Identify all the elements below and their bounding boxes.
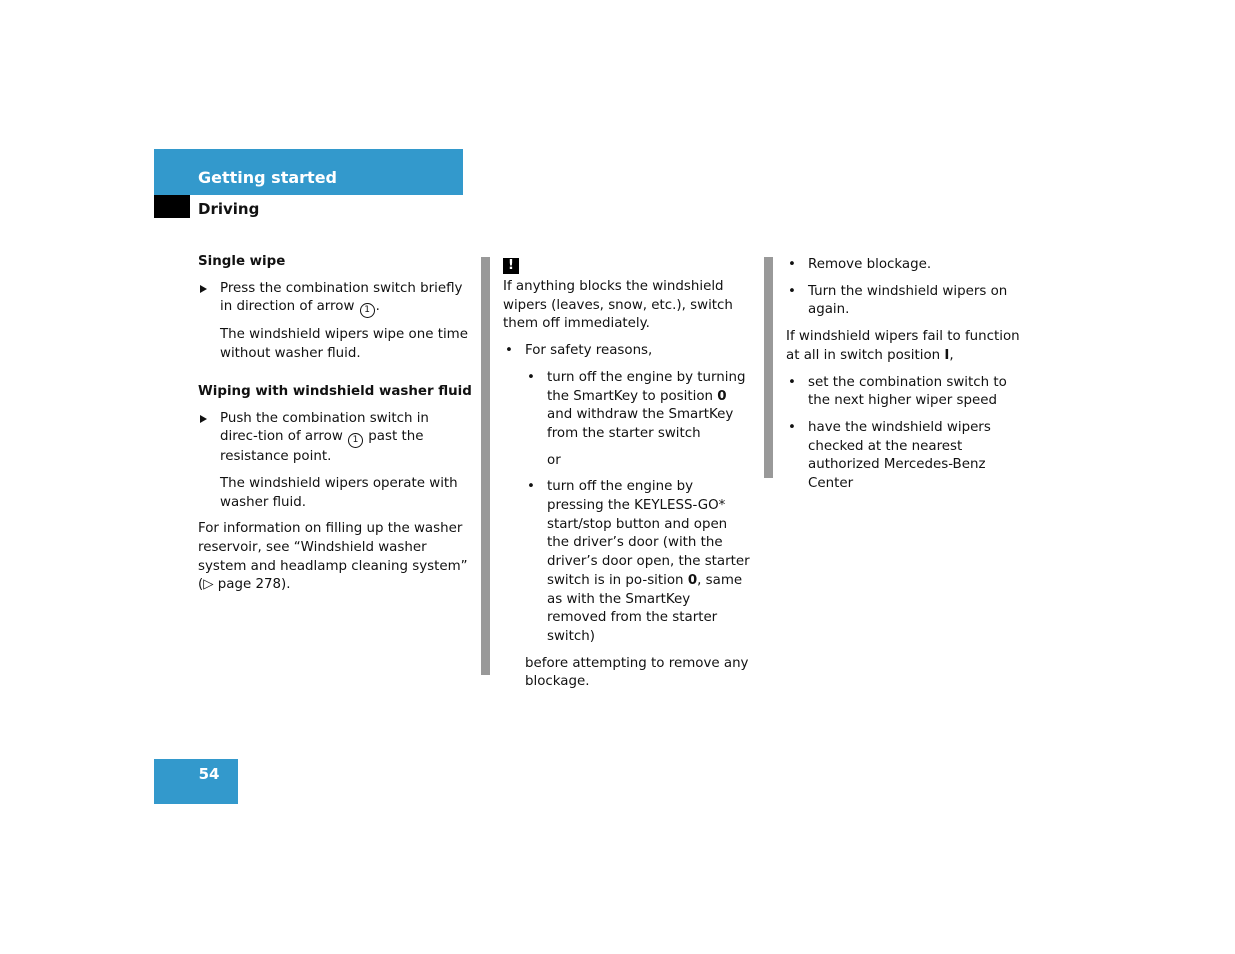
- bullet-icon: •: [788, 283, 796, 299]
- page-reference: (▷ page 278).: [198, 577, 291, 593]
- step-text-end: past the resistance point.: [220, 429, 424, 465]
- single-wipe-heading: Single wipe: [198, 254, 286, 269]
- washer-result: The windshield wipers operate with washer fluid.: [220, 475, 458, 510]
- warning-bar-continued: [764, 257, 773, 478]
- left-column: [198, 253, 472, 603]
- position-value: 0: [687, 572, 698, 588]
- bullet-icon: •: [788, 419, 796, 435]
- step-arrow-icon: [200, 285, 207, 293]
- bullet-icon: •: [505, 343, 513, 359]
- middle-column: [503, 257, 753, 700]
- fail-text: [786, 328, 1031, 365]
- remove-blockage-bullet: [786, 256, 1031, 275]
- safety-sub-bullet-2: [525, 478, 753, 646]
- bullet-text: set the combination switch to the next higher wiper speed: [808, 374, 1007, 409]
- arrow-number-icon: 1: [348, 433, 363, 448]
- fail-text-start: If windshield wipers fail to function at all in switch position: [786, 329, 1020, 363]
- bullet-icon: •: [788, 374, 796, 390]
- before-text: before attempting to remove any blockage.: [525, 655, 749, 690]
- safety-text: For safety reasons,: [525, 343, 653, 359]
- warning-text: If anything blocks the windshield wipers (leaves, snow, etc.), switch them off immediately.: [503, 279, 733, 332]
- washer-heading: Wiping with windshield washer fluid: [198, 383, 472, 399]
- sub-bullet-text: turn off the engine by pressing the KEYLESS-GO* start/stop button and open the driver’s door (with the driver’s door open, the starter switch is in po-sition: [547, 479, 750, 588]
- washer-info-text: For information on filling up the washer reservoir, see “Windshield washer system and headlamp cleaning system”: [198, 521, 468, 574]
- bullet-text: Turn the windshield wipers on again.: [808, 283, 1008, 318]
- safety-bullet: [503, 342, 753, 361]
- safety-sub-bullet-1: [525, 369, 753, 444]
- bullet-icon: •: [527, 479, 535, 495]
- page-number-box: [154, 759, 238, 804]
- wipers-on-bullet: [786, 283, 1031, 320]
- service-bullet: [786, 419, 1031, 494]
- single-wipe-step: [198, 280, 468, 319]
- sub-bullet-text-end: and withdraw the SmartKey from the starter switch: [547, 407, 734, 441]
- step-arrow-icon: [200, 415, 207, 423]
- step-text-end: .: [375, 299, 380, 315]
- wiper-speed-bullet: [786, 374, 1031, 411]
- position-value: 0: [717, 388, 727, 404]
- section-title: Getting started: [198, 168, 337, 187]
- subsection-marker: [154, 195, 190, 218]
- sub-bullet-text-end: , same as with the SmartKey removed from the starter switch): [547, 572, 743, 644]
- warning-bar: [481, 257, 490, 675]
- step-text: Push the combination switch in direc-tion of arrow: [220, 410, 429, 445]
- warning-icon: !: [503, 258, 519, 274]
- switch-position-value: I: [944, 347, 950, 363]
- right-column: [786, 256, 1031, 502]
- or-text: or: [547, 452, 561, 468]
- washer-info: [198, 520, 468, 595]
- sub-bullet-text: turn off the engine by turning the SmartKey to position: [547, 369, 746, 404]
- bullet-icon: •: [527, 369, 535, 385]
- bullet-text: Remove blockage.: [808, 257, 932, 272]
- bullet-text: have the windshield wipers checked at the nearest authorized Mercedes-Benz Center: [808, 419, 991, 492]
- page-number: 54: [198, 765, 220, 783]
- section-header: [154, 149, 463, 195]
- fail-text-end: ,: [949, 347, 954, 363]
- washer-step: [198, 410, 468, 467]
- arrow-number-icon: 1: [360, 303, 375, 318]
- single-wipe-result: The windshield wipers wipe one time without washer fluid.: [220, 327, 468, 362]
- bullet-icon: •: [788, 257, 796, 272]
- step-text: Press the combination switch briefly in direction of arrow: [220, 280, 463, 315]
- subsection-title: Driving: [198, 200, 260, 218]
